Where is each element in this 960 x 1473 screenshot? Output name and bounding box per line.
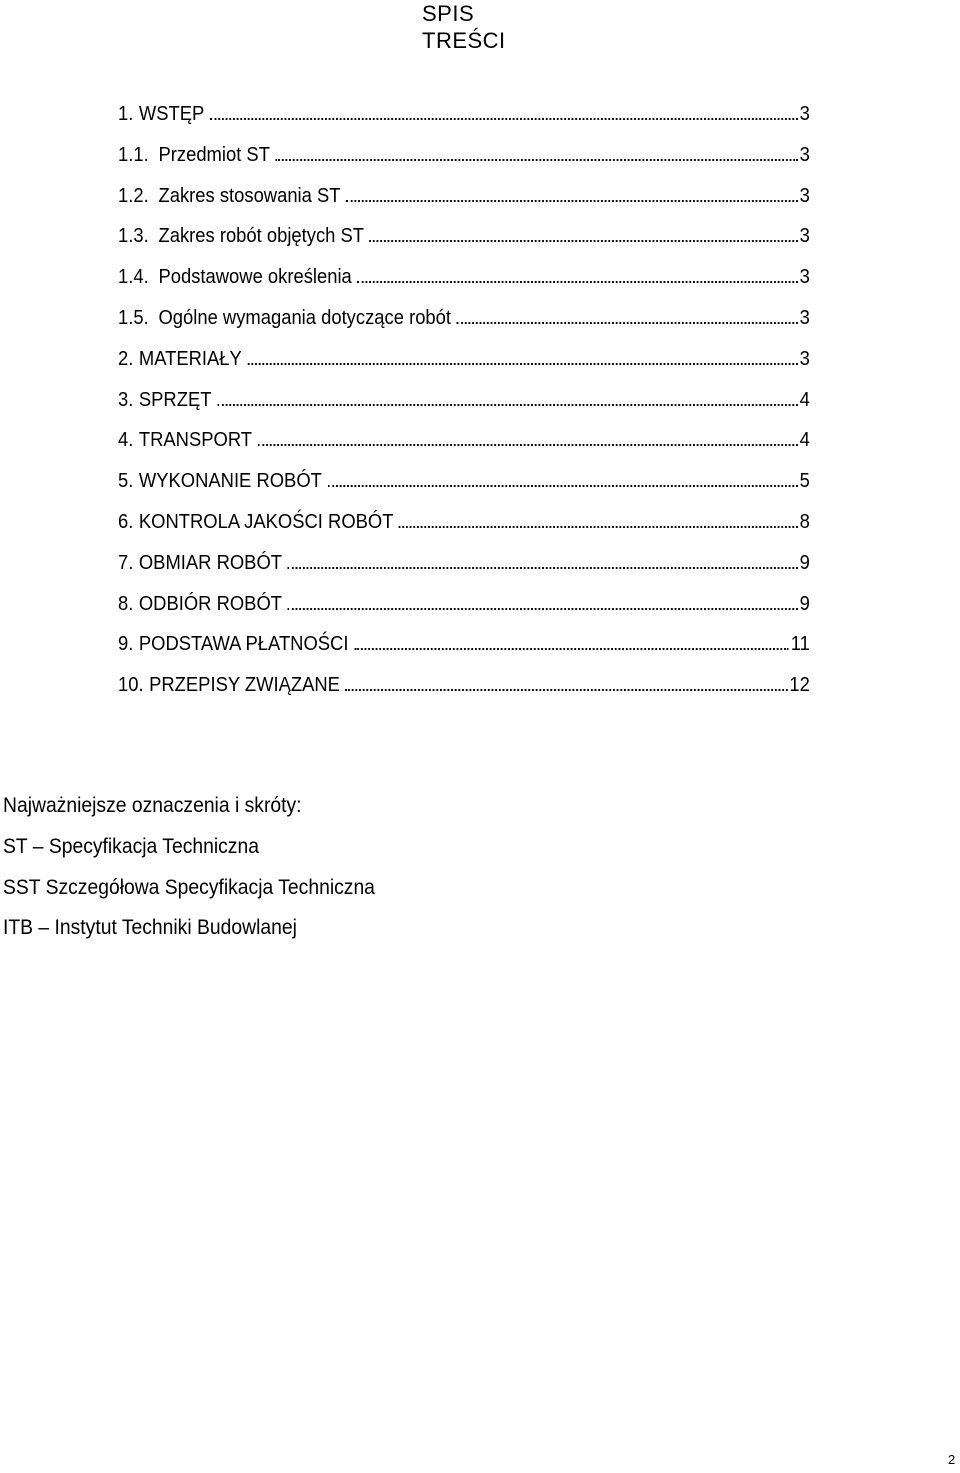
toc-entry[interactable] xyxy=(118,671,810,712)
toc-entry-page: 3 xyxy=(799,225,810,248)
title-line-2: TREŚCI xyxy=(422,28,506,53)
toc-entry-label: SPRZĘT xyxy=(138,388,212,411)
toc-dot-leader xyxy=(327,467,797,487)
toc-entry[interactable] xyxy=(118,386,810,427)
toc-entry-number: 1. xyxy=(118,103,134,125)
toc-entry-label: MATERIAŁY xyxy=(138,347,242,370)
toc-dot-leader xyxy=(288,590,798,610)
abbreviation-item: ST – Specyfikacja Techniczna xyxy=(3,834,259,858)
toc-entry[interactable] xyxy=(118,549,810,590)
toc-entry-page: 3 xyxy=(799,103,810,125)
toc-entry-number: 8. xyxy=(118,592,134,615)
toc-dot-leader xyxy=(275,141,797,161)
toc-entry[interactable] xyxy=(118,508,810,549)
toc-entry-page: 3 xyxy=(799,306,810,329)
toc-entry[interactable] xyxy=(118,345,810,386)
toc-entry-label: Zakres stosowania ST xyxy=(158,184,341,207)
toc-entry-number: 4. xyxy=(118,429,134,452)
toc-entry-page: 4 xyxy=(799,388,810,411)
toc-entry-page: 9 xyxy=(799,551,810,574)
toc-entry-number: 10. xyxy=(118,674,144,697)
toc-entry[interactable] xyxy=(118,630,810,671)
toc-dot-leader xyxy=(258,426,798,446)
toc-entry-page: 3 xyxy=(799,266,810,289)
toc-entry-page: 8 xyxy=(799,510,810,533)
toc-dot-leader xyxy=(210,100,798,120)
toc-dot-leader xyxy=(354,630,789,650)
toc-entry-number: 6. xyxy=(118,510,134,533)
toc-entry-number: 7. xyxy=(118,551,134,574)
toc-entry-label: KONTROLA JAKOŚCI ROBÓT xyxy=(138,510,394,533)
toc-entry-page: 4 xyxy=(799,429,810,452)
abbreviation-item: SST Szczegółowa Specyfikacja Techniczna xyxy=(3,875,375,899)
toc-entry[interactable] xyxy=(118,141,810,182)
toc-dot-leader xyxy=(346,182,798,202)
toc-dot-leader xyxy=(357,263,797,283)
abbreviations-section xyxy=(3,786,407,949)
toc-entry-number: 1.3. xyxy=(118,225,149,248)
toc-entry-label: PODSTAWA PŁATNOŚCI xyxy=(138,633,349,656)
toc-entry-number: 1.2. xyxy=(118,184,149,207)
toc-entry[interactable] xyxy=(118,100,810,141)
toc-entry-page: 3 xyxy=(799,347,810,370)
toc-entry-label: Podstawowe określenia xyxy=(158,266,352,289)
toc-entry-label: TRANSPORT xyxy=(138,429,253,452)
toc-entry[interactable] xyxy=(118,182,810,223)
toc-dot-leader xyxy=(457,304,798,324)
document-title xyxy=(422,0,506,54)
toc-entry-number: 1.4. xyxy=(118,266,149,289)
toc-entry-number: 1.5. xyxy=(118,306,149,329)
toc-entry-label: Ogólne wymagania dotyczące robót xyxy=(158,306,452,329)
toc-entry-page: 12 xyxy=(789,674,810,697)
toc-entry[interactable] xyxy=(118,304,810,345)
toc-entry-number: 5. xyxy=(118,470,134,493)
toc-entry-label: PRZEPISY ZWIĄZANE xyxy=(149,674,340,697)
toc-entry[interactable] xyxy=(118,426,810,467)
toc-entry-label: WSTĘP xyxy=(138,103,205,125)
toc-dot-leader xyxy=(345,671,787,691)
toc-entry-number: 3. xyxy=(118,388,134,411)
toc-entry-number: 1.1. xyxy=(118,143,149,166)
toc-entry-label: WYKONANIE ROBÓT xyxy=(138,470,322,493)
toc-entry-page: 3 xyxy=(799,184,810,207)
toc-entry-label: ODBIÓR ROBÓT xyxy=(138,592,283,615)
toc-entry-page: 3 xyxy=(799,143,810,166)
abbreviations-heading: Najważniejsze oznaczenia i skróty: xyxy=(3,794,302,817)
toc-entry-page: 9 xyxy=(799,592,810,615)
toc-entry-page: 11 xyxy=(790,633,810,656)
toc-entry[interactable] xyxy=(118,590,810,631)
toc-dot-leader xyxy=(370,222,798,242)
page-number: 2 xyxy=(948,1452,956,1467)
toc-entry[interactable] xyxy=(118,222,810,263)
toc-entry-label: OBMIAR ROBÓT xyxy=(138,551,283,574)
table-of-contents xyxy=(118,100,870,712)
toc-dot-leader xyxy=(288,549,798,569)
toc-entry-label: Przedmiot ST xyxy=(158,143,270,166)
toc-entry[interactable] xyxy=(118,467,810,508)
toc-dot-leader xyxy=(217,386,798,406)
toc-entry-number: 2. xyxy=(118,347,134,370)
toc-dot-leader xyxy=(247,345,797,365)
toc-entry[interactable] xyxy=(118,263,810,304)
toc-entry-label: Zakres robót objętych ST xyxy=(158,225,365,248)
title-line-1: SPIS xyxy=(422,1,475,26)
toc-entry-number: 9. xyxy=(118,633,134,656)
toc-entry-page: 5 xyxy=(799,470,810,493)
toc-dot-leader xyxy=(399,508,798,528)
abbreviation-item: ITB – Instytut Techniki Budowlanej xyxy=(3,916,297,940)
